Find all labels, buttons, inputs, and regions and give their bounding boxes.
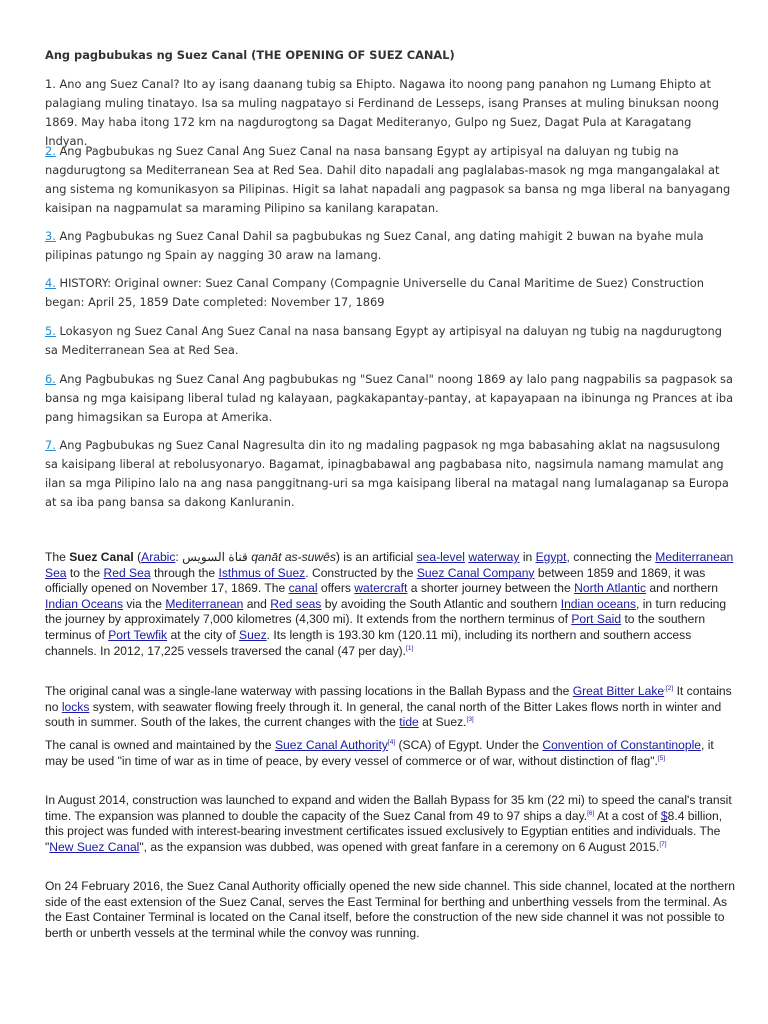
item-number-link[interactable]: 6. xyxy=(45,372,56,386)
citation-reference[interactable]: [1] xyxy=(406,644,414,652)
wiki-link[interactable]: Suez Canal Authority xyxy=(274,738,388,752)
text-run: ", as the expansion was dubbed, was opened with great fanfare in a ceremony on 6 August 2015. xyxy=(139,839,660,854)
citation-reference[interactable]: .[2] xyxy=(664,684,674,692)
item-number: 1. xyxy=(45,77,56,91)
wiki-link[interactable]: Mediterranean xyxy=(165,596,244,611)
wiki-link[interactable]: Mediterranean Sea xyxy=(45,550,734,580)
wiki-link[interactable]: $ xyxy=(660,808,668,823)
item-number-link[interactable]: 3. xyxy=(45,229,56,243)
tl-paragraph xyxy=(45,227,735,265)
text-run: The xyxy=(45,550,70,564)
text-run: The original canal was a single-lane waterway with passing locations in the Ballah Bypass and the xyxy=(45,684,573,698)
citation-reference[interactable]: [4] xyxy=(387,738,396,746)
citation-reference[interactable]: [3] xyxy=(466,716,474,724)
text-run: and northern xyxy=(646,581,718,596)
item-text: Lokasyon ng Suez Canal Ang Suez Canal na nasa bansang Egypt ay artipisyal na daluyan ng tubig na nagdurugtong sa Mediterranean Sea at Red Sea. xyxy=(45,324,722,357)
text-run: to the xyxy=(66,565,104,580)
text-run: and xyxy=(243,596,271,611)
text-run: In August 2014, construction was launched to expand and widen the Ballah Bypass for 35 km (22 mi) to speed the canal's transit time. The expansion was planned to double the capacity of the Suez Canal from 49 to 97 ships a day. xyxy=(45,793,732,823)
item-text: HISTORY: Original owner: Suez Canal Company (Compagnie Universelle du Canal Maritime de Suez) Construction began: April 25, 1859 Date completed: November 17, 1869 xyxy=(45,276,704,309)
item-number-link[interactable]: 2. xyxy=(45,144,56,158)
article-subject: Suez Canal xyxy=(69,550,134,564)
text-run: ( xyxy=(133,550,142,564)
wiki-link[interactable]: watercraft xyxy=(354,581,408,596)
text-run: (SCA) of Egypt. Under the xyxy=(395,738,543,752)
wiki-link[interactable]: waterway xyxy=(468,550,520,564)
item-number-link[interactable]: 5. xyxy=(45,324,56,338)
wiki-link[interactable]: Isthmus of Suez xyxy=(218,565,306,580)
text-run: by avoiding the South Atlantic and southern xyxy=(321,596,561,611)
citation-reference[interactable]: [5] xyxy=(657,754,666,762)
item-number-link[interactable]: 7. xyxy=(45,438,56,452)
tl-paragraph xyxy=(45,274,735,312)
tl-paragraph xyxy=(45,142,735,218)
wiki-link[interactable]: New Suez Canal xyxy=(49,839,140,854)
wiki-link[interactable]: Egypt xyxy=(535,550,567,564)
text-run: system, with seawater flowing freely through it. In general, the canal north of the Bitter Lakes flows north in winter and south in summer. South of the lakes, the current changes with the xyxy=(45,699,722,730)
wiki-link[interactable]: tide xyxy=(399,715,419,730)
wiki-side-channel-paragraph xyxy=(45,879,735,941)
text-run: , it may be used "in time of war as in time of peace, by every vessel of commerce or of war, without distinction of flag". xyxy=(45,738,714,768)
text-run: ) is an artificial xyxy=(335,550,417,564)
text-run: through the xyxy=(150,565,219,580)
text-run: , in turn reducing the journey by approximately 7,000 kilometres (4,300 mi). It extends from the northern terminus of xyxy=(45,596,727,627)
item-text: Ang Pagbubukas ng Suez Canal Ang Suez Canal na nasa bansang Egypt ay artipisyal na daluyan ng tubig na nagdurugtong sa Mediterranean Sea at Red Sea. Dahil dito napadali ang paglalabas-masok ng mga mangangalakal at ang sistema ng komunikasyon sa Pilipinas. Higit sa lahat napadali ang pagpasok sa bansa ng mga liberal na banyagang kaisipan na nagpamulat sa maraming Pilipino sa kanilang karapatan. xyxy=(45,144,731,215)
wiki-link[interactable]: Indian Oceans xyxy=(45,596,123,611)
text-run: via the xyxy=(123,596,166,611)
wiki-link[interactable]: Red Sea xyxy=(103,565,151,580)
wiki-link[interactable]: canal xyxy=(288,581,318,596)
item-text: Ano ang Suez Canal? Ito ay isang daanang tubig sa Ehipto. Nagawa ito noong pang panahon ng Lumang Ehipto at palagiang muling tinatayo. Isa sa muling nagpatayo si Ferdinand de Lesseps, isang Pranses at muling binuksan noong 1869. May haba itong 172 km na nagdurogtong sa Dagat Mediteranyo, Gulpo ng Suez, Dagat Pula at Karagatang Indyan. xyxy=(45,77,719,148)
text-run: : قناة السويس xyxy=(175,550,252,564)
wiki-link[interactable]: Great Bitter Lake xyxy=(572,684,665,698)
text-run: , connecting the xyxy=(566,550,656,564)
wiki-link[interactable]: sea-level xyxy=(416,550,465,564)
text-run: . Constructed by the xyxy=(305,565,417,580)
document-title: Ang pagbubukas ng Suez Canal (THE OPENING OF SUEZ CANAL) xyxy=(45,48,455,62)
text-run: to the southern terminus of xyxy=(45,612,706,642)
wiki-link[interactable]: Red seas xyxy=(270,596,322,611)
tl-paragraph xyxy=(45,370,735,427)
text-run: The canal is owned and maintained by the xyxy=(45,738,275,752)
item-text: Ang Pagbubukas ng Suez Canal Ang pagbubukas ng "Suez Canal" noong 1869 ay lalo pang nagpabilis sa pagpasok sa bansa ng mga kaisipang liberal tulad ng kalayaan, pagkakapantay-pantay, at kapayapaan na ibinunga ng Prances at iba pang himagsikan sa Europa at Amerika. xyxy=(45,372,734,424)
wiki-intro-paragraph xyxy=(45,550,735,659)
wiki-link[interactable]: locks xyxy=(61,699,90,714)
wiki-link[interactable]: Port Said xyxy=(571,612,622,627)
item-text: Ang Pagbubukas ng Suez Canal Nagresulta din ito ng madaling pagpasok ng mga babasahing aklat na nagsusulong sa kaisipang liberal at rebolusyonaryo. Bagamat, ipinagbabawal ang pagbabasa nito, nagsimula namang mamulat ang ilan sa mga Pilipino lalo na ang nasa panggitnang-uri sa mga kaisipang liberal na matagal nang lumalaganap sa Europa at sa iba pang bansa sa dakong Kanluranin. xyxy=(45,438,729,509)
wiki-link[interactable]: Port Tewfik xyxy=(108,627,168,642)
wiki-canal-layout-paragraph xyxy=(45,684,735,731)
tl-paragraph xyxy=(45,75,735,151)
text-run: a shorter journey between the xyxy=(407,581,575,596)
wiki-link[interactable]: Arabic xyxy=(141,550,176,564)
wiki-link[interactable]: North Atlantic xyxy=(574,581,647,596)
text-run: offers xyxy=(317,581,355,596)
text-run: It contains no xyxy=(45,684,732,714)
text-run: At a cost of xyxy=(594,808,661,823)
citation-reference[interactable]: [6] xyxy=(587,809,595,817)
text-run: between 1859 and 1869, it was officially opened on November 17, 1869. The xyxy=(45,565,706,596)
tl-paragraph xyxy=(45,322,735,360)
text-run: qanāt as-suwēs xyxy=(251,550,336,564)
wiki-expansion-paragraph xyxy=(45,793,735,855)
item-number-link[interactable]: 4. xyxy=(45,276,56,290)
text-run: . Its length is 193.30 km (120.11 mi), including its northern and southern access channels. In 2012, 17,225 vessels traversed the canal (47 per day). xyxy=(45,627,692,658)
citation-reference[interactable]: [7] xyxy=(659,840,667,848)
wiki-link[interactable]: Suez Canal Company xyxy=(416,565,535,580)
text-run: On 24 February 2016, the Suez Canal Authority officially opened the new side channel. This side channel, located at the northern side of the east extension of the Suez Canal, serves the East Terminal for berthing and unberthing vessels from the terminal. As the East Container Terminal is located on the Canal itself, before the construction of the new side channel it was not possible to berth or unberth vessels at the terminal while the convoy was running. xyxy=(45,879,736,940)
wiki-ownership-paragraph xyxy=(45,738,735,769)
wiki-link[interactable]: Suez xyxy=(239,627,267,642)
text-run: at Suez. xyxy=(418,715,467,730)
text-run: at the city of xyxy=(167,627,240,642)
text-run: in xyxy=(519,550,536,564)
text-run: 8.4 billion, this project was funded with interest-bearing investment certificates issued exclusively to Egyptian entities and individuals. The " xyxy=(45,808,723,854)
item-text: Ang Pagbubukas ng Suez Canal Dahil sa pagbubukas ng Suez Canal, ang dating mahigit 2 buwan na byahe mula pilipinas patungo ng Spain ay nagging 30 araw na lamang. xyxy=(45,229,704,262)
wiki-link[interactable]: Indian oceans xyxy=(560,596,637,611)
wiki-link[interactable]: Convention of Constantinople xyxy=(542,738,702,752)
tl-paragraph xyxy=(45,436,735,512)
